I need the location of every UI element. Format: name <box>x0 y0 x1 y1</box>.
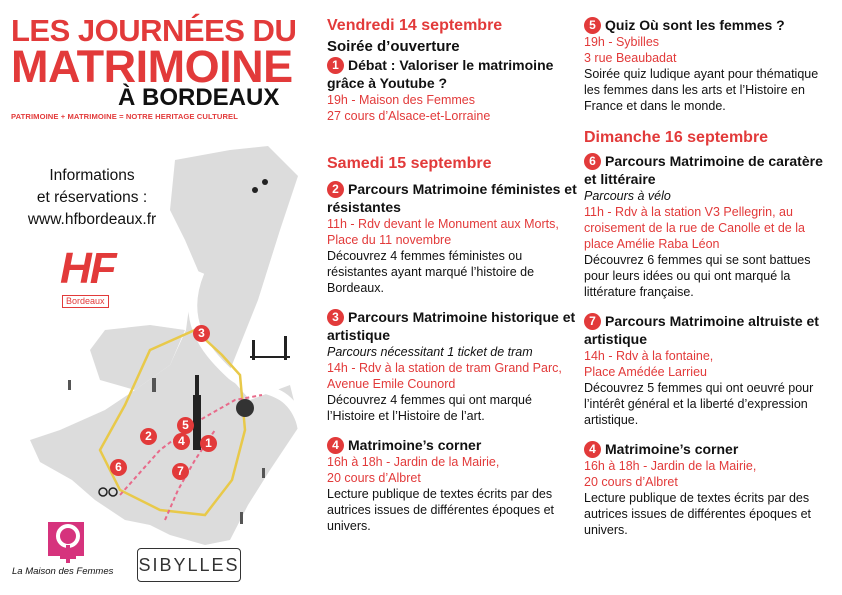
event-2 <box>327 180 579 296</box>
event-3-meta: 14h - Rdv à la station de tram Grand Parc, Avenue Emile Counord <box>327 361 562 391</box>
event-4b-time: 16h à 18h - Jardin de la Mairie, <box>584 459 757 473</box>
event-4a-address: 20 cours d’Albret <box>327 471 421 485</box>
right-column <box>584 16 836 550</box>
event-4b-number: 4 <box>584 441 601 458</box>
event-6-note: Parcours à vélo <box>584 189 671 203</box>
event-7-title: Parcours Matrimoine altruiste et artistique <box>584 313 819 347</box>
event-6 <box>584 152 836 300</box>
maison-logo-text: La Maison des Femmes <box>12 566 114 577</box>
event-2-desc: Découvrez 4 femmes féministes ou résistantes ayant marqué l’histoire de Bordeaux. <box>327 249 535 295</box>
event-5 <box>584 16 836 114</box>
event-5-address: 3 rue Beaubadat <box>584 51 677 65</box>
event-1 <box>327 56 579 124</box>
event-1-time: 19h - Maison des Femmes <box>327 93 475 107</box>
info-website-link[interactable]: www.hfbordeaux.fr <box>27 211 157 228</box>
day-heading-friday: Vendredi 14 septembre <box>327 17 503 34</box>
event-6-desc: Découvrez 6 femmes qui se sont battues pour leurs idées ou qui ont marqué la littérature française. <box>584 253 811 299</box>
event-1-title: Débat : Valoriser le matrimoine grâce à Youtube ? <box>327 57 554 91</box>
event-1-address: 27 cours d’Alsace-et-Lorraine <box>327 109 491 123</box>
event-5-number: 5 <box>584 17 601 34</box>
map-marker-6: 6 <box>110 459 127 476</box>
middle-column <box>327 16 579 546</box>
event-6-title: Parcours Matrimoine de caratère et littéraire <box>584 153 823 187</box>
event-4a-title: Matrimoine’s corner <box>348 437 482 453</box>
map-marker-1: 1 <box>200 435 217 452</box>
left-panel <box>0 0 320 595</box>
event-5-desc: Soirée quiz ludique ayant pour thématique les femmes dans les arts et l’Histoire en France et dans le monde. <box>584 67 819 113</box>
title-line-3: À BORDEAUX <box>118 84 280 111</box>
opening-title: Soirée d’ouverture <box>327 38 460 55</box>
hf-logo-letters: HF <box>60 244 115 293</box>
venus-icon <box>46 522 106 566</box>
info-line-2: et réservations : <box>36 189 148 206</box>
day-heading-saturday: Samedi 15 septembre <box>327 155 492 172</box>
map-marker-3: 3 <box>193 325 210 342</box>
event-4b-title: Matrimoine’s corner <box>605 441 739 457</box>
event-3-title: Parcours Matrimoine historique et artistique <box>327 309 576 343</box>
event-4b-desc: Lecture publique de textes écrits par des autrices issues de différentes époques et univers. <box>584 491 811 537</box>
map-marker-5: 5 <box>177 417 194 434</box>
info-line-1: Informations <box>49 167 135 184</box>
event-7-number: 7 <box>584 313 601 330</box>
map-marker-2: 2 <box>140 428 157 445</box>
subtitle: PATRIMOINE + MATRIMOINE = NOTRE HERITAGE CULTUREL <box>11 112 238 121</box>
event-2-title: Parcours Matrimoine féministes et résistantes <box>327 181 577 215</box>
hf-bordeaux-logo <box>60 245 122 317</box>
event-7-desc: Découvrez 5 femmes qui ont oeuvré pour l’intérêt général et la liberté d’expression artistique. <box>584 381 814 427</box>
hf-logo-sub: Bordeaux <box>62 295 109 308</box>
maison-des-femmes-logo <box>12 528 130 590</box>
event-4a-number: 4 <box>327 437 344 454</box>
info-block <box>12 165 172 231</box>
event-3 <box>327 308 579 424</box>
event-1-number: 1 <box>327 57 344 74</box>
event-3-desc: Découvrez 4 femmes qui ont marqué l’Histoire et l’Histoire de l’art. <box>327 393 532 423</box>
event-2-number: 2 <box>327 181 344 198</box>
event-3-number: 3 <box>327 309 344 326</box>
event-4b <box>584 440 836 538</box>
event-4a-desc: Lecture publique de textes écrits par des autrices issues de différentes époques et univers. <box>327 487 554 533</box>
event-6-number: 6 <box>584 153 601 170</box>
title-line-2: MATRIMOINE <box>11 41 293 92</box>
sibylles-logo: SIBYLLES <box>137 548 241 582</box>
event-7-address: Place Amédée Larrieu <box>584 365 707 379</box>
event-3-note: Parcours nécessitant 1 ticket de tram <box>327 345 533 359</box>
event-4a-time: 16h à 18h - Jardin de la Mairie, <box>327 455 500 469</box>
event-7 <box>584 312 836 428</box>
title-line-1: LES JOURNÉES DU <box>11 13 297 48</box>
day-heading-sunday: Dimanche 16 septembre <box>584 129 769 146</box>
event-4b-address: 20 cours d’Albret <box>584 475 678 489</box>
map-marker-7: 7 <box>172 463 189 480</box>
event-4a <box>327 436 579 534</box>
event-7-time: 14h - Rdv à la fontaine, <box>584 349 714 363</box>
map-marker-4: 4 <box>173 433 190 450</box>
event-6-meta: 11h - Rdv à la station V3 Pellegrin, au croisement de la rue de Canolle et de la place Amélie Raba Léon <box>584 205 805 251</box>
event-5-time: 19h - Sybilles <box>584 35 660 49</box>
event-2-meta: 11h - Rdv devant le Monument aux Morts, Place du 11 novembre <box>327 217 559 247</box>
event-5-title: Quiz Où sont les femmes ? <box>605 17 785 33</box>
